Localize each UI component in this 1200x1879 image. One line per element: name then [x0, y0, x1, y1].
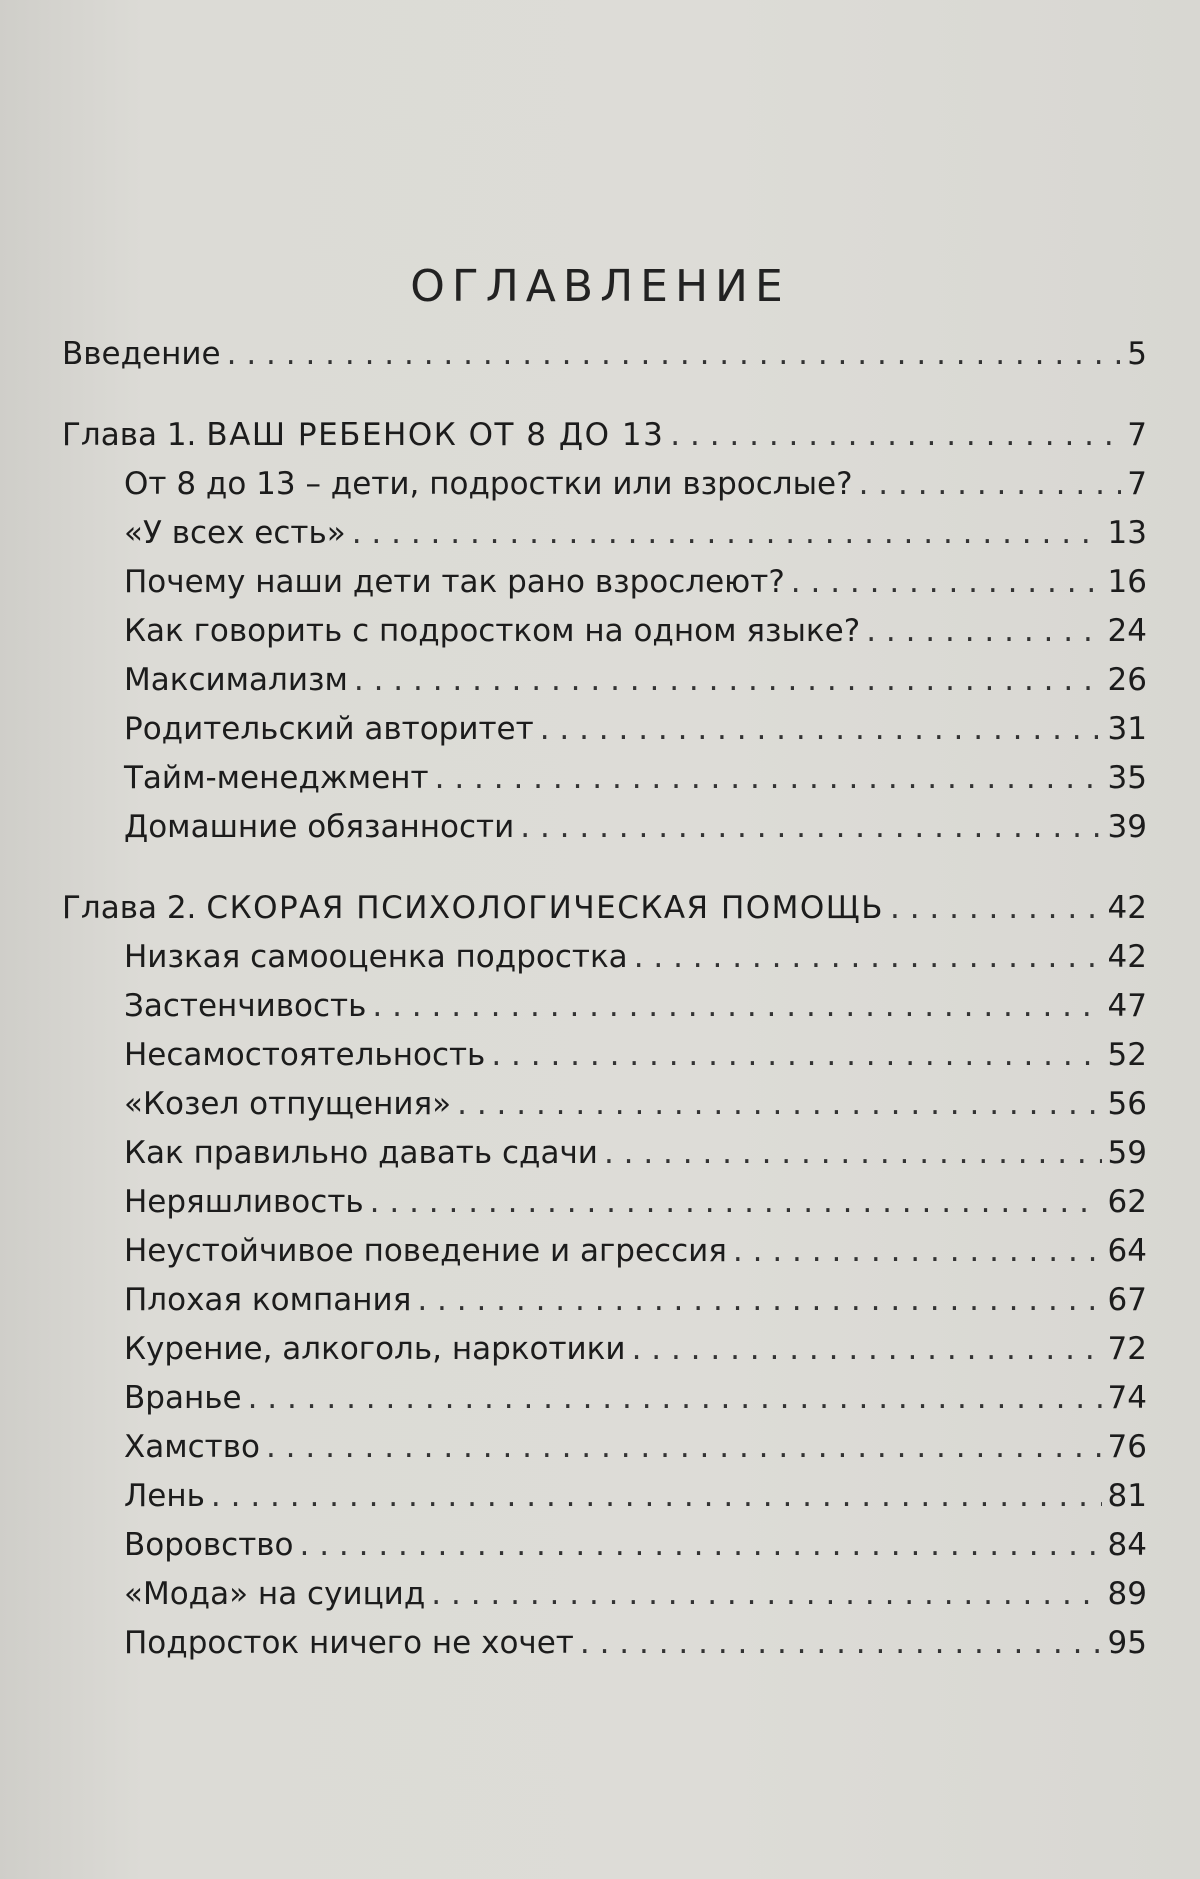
- dot-leader: [632, 1325, 1102, 1374]
- dot-leader: [491, 1031, 1101, 1080]
- toc-page-number: 13: [1107, 515, 1147, 551]
- toc-page-number: 26: [1107, 662, 1147, 698]
- toc-page-number: 84: [1107, 1527, 1147, 1563]
- toc-entry[interactable]: [62, 1325, 1147, 1374]
- toc-entry[interactable]: [62, 1374, 1147, 1423]
- toc-page-number: 52: [1107, 1037, 1147, 1073]
- dot-leader: [300, 1521, 1102, 1570]
- toc-entry[interactable]: [62, 1521, 1147, 1570]
- chapter-heading: [62, 884, 884, 933]
- toc-entry-label: Лень: [124, 1478, 205, 1514]
- dot-leader: [540, 705, 1102, 754]
- toc-page-number: 35: [1107, 760, 1147, 796]
- toc-entry-label: Низкая самооценка подростка: [124, 939, 628, 975]
- toc-page-number: 74: [1107, 1380, 1147, 1416]
- toc-page-number: 5: [1127, 336, 1147, 372]
- toc-entry-label: Как правильно давать сдачи: [124, 1135, 598, 1171]
- dot-leader: [354, 656, 1102, 705]
- dot-leader: [227, 330, 1122, 379]
- toc-page-number: 89: [1107, 1576, 1147, 1612]
- toc-entry[interactable]: [62, 509, 1147, 558]
- dot-leader: [370, 1178, 1102, 1227]
- toc-entry-label: Застенчивость: [124, 988, 367, 1024]
- dot-leader: [520, 803, 1101, 852]
- toc-entry[interactable]: [62, 1423, 1147, 1472]
- toc-page-number: 31: [1107, 711, 1147, 747]
- toc-entry[interactable]: [62, 803, 1147, 852]
- toc-entry-label: Максимализм: [124, 662, 348, 698]
- chapter-number: Глава 1.: [62, 417, 197, 453]
- toc-entry[interactable]: [62, 1129, 1147, 1178]
- dot-leader: [417, 1276, 1101, 1325]
- dot-leader: [634, 933, 1102, 982]
- toc-entry[interactable]: [62, 460, 1147, 509]
- chapter-title: СКОРАЯ ПСИХОЛОГИЧЕСКАЯ ПОМОЩЬ: [206, 890, 884, 926]
- toc-page-number: 47: [1107, 988, 1147, 1024]
- toc-entry-label: Почему наши дети так рано взрослеют?: [124, 564, 785, 600]
- toc-entry[interactable]: [62, 1031, 1147, 1080]
- section-gap: [62, 379, 1147, 411]
- toc-entry[interactable]: [62, 933, 1147, 982]
- table-of-contents: [62, 330, 1147, 1668]
- toc-page-number: 16: [1107, 564, 1147, 600]
- toc-entry[interactable]: [62, 607, 1147, 656]
- toc-chapter-2[interactable]: [62, 884, 1147, 933]
- toc-page-number: 7: [1127, 466, 1147, 502]
- toc-entry-label: Хамство: [124, 1429, 260, 1465]
- toc-page-number: 64: [1107, 1233, 1147, 1269]
- toc-page-number: 24: [1107, 613, 1147, 649]
- toc-entry[interactable]: [62, 1276, 1147, 1325]
- dot-leader: [435, 754, 1102, 803]
- toc-page-number: 59: [1107, 1135, 1147, 1171]
- dot-leader: [670, 411, 1121, 460]
- toc-entry[interactable]: [62, 982, 1147, 1031]
- dot-leader: [866, 607, 1101, 656]
- toc-entry-label: От 8 до 13 – дети, подростки или взрослые?: [124, 466, 853, 502]
- dot-leader: [431, 1570, 1101, 1619]
- toc-entry-label: Домашние обязанности: [124, 809, 515, 845]
- section-gap: [62, 852, 1147, 884]
- toc-page-number: 81: [1107, 1478, 1147, 1514]
- dot-leader: [457, 1080, 1101, 1129]
- toc-entry-label: Подросток ничего не хочет: [124, 1625, 574, 1661]
- chapter-number: Глава 2.: [62, 890, 197, 926]
- toc-entry-label: Курение, алкоголь, наркотики: [124, 1331, 626, 1367]
- toc-entry-label: Введение: [62, 336, 221, 372]
- toc-entry[interactable]: [62, 1080, 1147, 1129]
- toc-entry[interactable]: [62, 558, 1147, 607]
- toc-chapter-1[interactable]: [62, 411, 1147, 460]
- toc-entry[interactable]: [62, 754, 1147, 803]
- toc-page-number: 62: [1107, 1184, 1147, 1220]
- toc-page-number: 72: [1107, 1331, 1147, 1367]
- toc-entry[interactable]: [62, 705, 1147, 754]
- chapter-2-items: [62, 933, 1147, 1668]
- dot-leader: [248, 1374, 1102, 1423]
- toc-entry-label: «Козел отпущения»: [124, 1086, 452, 1122]
- toc-entry-label: Вранье: [124, 1380, 242, 1416]
- dot-leader: [580, 1619, 1102, 1668]
- toc-entry-label: Воровство: [124, 1527, 294, 1563]
- toc-page-number: 95: [1107, 1625, 1147, 1661]
- toc-page-number: 42: [1107, 890, 1147, 926]
- toc-entry[interactable]: [62, 656, 1147, 705]
- toc-entry-label: «У всех есть»: [124, 515, 346, 551]
- toc-entry-label: «Мода» на суицид: [124, 1576, 426, 1612]
- chapter-heading: [62, 411, 664, 460]
- dot-leader: [211, 1472, 1102, 1521]
- toc-page-number: 56: [1107, 1086, 1147, 1122]
- toc-entry-label: Тайм-менеджмент: [124, 760, 429, 796]
- toc-page-number: 39: [1107, 809, 1147, 845]
- toc-entry[interactable]: [62, 1227, 1147, 1276]
- toc-entry[interactable]: [62, 1570, 1147, 1619]
- page-title: ОГЛАВЛЕНИЕ: [410, 261, 790, 313]
- toc-entry-label: Как говорить с подростком на одном языке?: [124, 613, 861, 649]
- dot-leader: [352, 509, 1102, 558]
- dot-leader: [733, 1227, 1102, 1276]
- chapter-title: ВАШ РЕБЕНОК ОТ 8 ДО 13: [206, 417, 665, 453]
- toc-entry-label: Несамостоятельность: [124, 1037, 486, 1073]
- toc-page-number: 76: [1107, 1429, 1147, 1465]
- toc-page-number: 42: [1107, 939, 1147, 975]
- dot-leader: [604, 1129, 1102, 1178]
- dot-leader: [791, 558, 1102, 607]
- toc-entry-label: Неустойчивое поведение и агрессия: [124, 1233, 727, 1269]
- toc-entry-intro[interactable]: [62, 330, 1147, 379]
- dot-leader: [890, 884, 1102, 933]
- chapter-1-items: [62, 460, 1147, 852]
- dot-leader: [266, 1423, 1102, 1472]
- toc-entry[interactable]: [62, 1619, 1147, 1668]
- toc-entry[interactable]: [62, 1178, 1147, 1227]
- toc-page-number: 7: [1127, 417, 1147, 453]
- toc-entry-label: Родительский авторитет: [124, 711, 534, 747]
- toc-entry-label: Плохая компания: [124, 1282, 412, 1318]
- dot-leader: [372, 982, 1101, 1031]
- toc-entry-label: Неряшливость: [124, 1184, 364, 1220]
- dot-leader: [859, 460, 1122, 509]
- toc-entry[interactable]: [62, 1472, 1147, 1521]
- toc-page-number: 67: [1107, 1282, 1147, 1318]
